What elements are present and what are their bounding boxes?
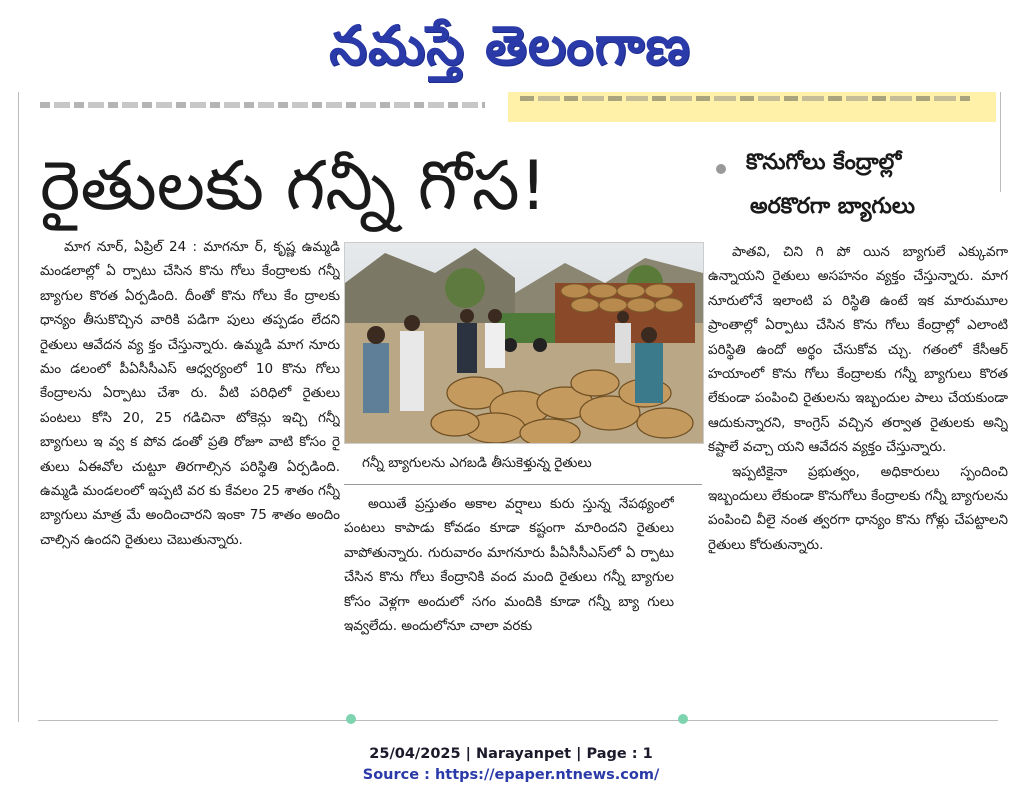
article-photo [344, 242, 704, 444]
column-rule [18, 92, 19, 722]
masthead [0, 0, 1022, 92]
article-column-left [40, 235, 340, 715]
subhead-line-2: అరకొరగా బ్యాగులు [750, 194, 916, 219]
newspaper-logo: నమస్తే తెలంగాణ [329, 14, 691, 77]
marker-dot-icon [346, 714, 356, 724]
farmers-gunny-bags-photo [345, 243, 703, 443]
article-subhead [716, 148, 1006, 238]
paragraph: మాగ నూర్‌, ఏప్రిల్‌ 24 : మాగనూ ర్‌, కృష్ణ ఉమ్మడి మండలాల్లో ఏ ర్పాటు చేసిన కొను గోలు కేంద్రాలకు గన్నీ బ్యాగుల కొరత ఏర్పడింది. దీంతో కొను గోలు కేం ద్రాలకు ధాన్యం తీసుకొచ్చిన వారికి పడిగా పులు తప్పడం లేదని రైతులు ఆవేదన వ్య క్తం చేస్తున్నారు. ఉమ్మడి మాగ నూరు మం డలంలో పీఏసీసీఎస్‌ ఆధ్వర్యంలో 10 కొను గోలు కేంద్రాలను ఏర్పాటు చేశా రు. వీటి పరిధిలో రైతులు పంటలు కోసి 20, 25 గడిచినా టోకెన్లు ఇచ్చి గన్నీ బ్యాగులు ఇ వ్వ క పోవ డంతో ప్రతి రోజూ వాటి కోసం రై తులు ఏఈవోల చుట్టూ తిరగాల్సిన పరిస్థితి ఏర్పడింది. ఉమ్మడి మండలంలో ఇప్పటి వర కు కేవలం 25 శాతం గన్నీ బ్యాగులు మాత్ర మే అందించారని ఇంకా 75 శాతం అందిం చాల్సిన ఉందని రైతులు చెబుతున్నారు. [40, 239, 340, 548]
page-footer [0, 744, 1022, 786]
cropped-yellow-band [508, 92, 996, 122]
article-column-middle [344, 492, 674, 717]
caption-rule [344, 484, 702, 485]
marker-dot-icon [678, 714, 688, 724]
footer-date-edition: 25/04/2025 | Narayanpet | Page : 1 [369, 746, 653, 762]
newspaper-clipping [18, 92, 1014, 728]
paragraph: పాతవి, చిని గి పో యిన బ్యాగులే ఎక్కువగా ఉన్నాయని రైతులు అసహనం వ్యక్తం చేస్తున్నారు. మాగ నూరులోనే ఇలాంటి ప రిస్థితి ఉంటే ఇక మారుమూల ప్రాంతాల్లో ఏర్పాటు చేసిన కొను గోలు కేంద్రాల్లో ఎలాంటి పరిస్థితి ఉందో అర్థం చేసుకోవ చ్చు. గతంలో కేసీఆర్‌ హయాంలో కొను గోలు కేంద్రాలకు గన్నీ బ్యాగులు కొరత లేకుండా పంపించి రైతులను ఇబ్బందుల పాలు చేయకుండా ఆదుకున్నారని, కాంగ్రెస్‌ వచ్చిన తర్వాత రైతులకు అన్ని కష్టాలే వచ్చా యని ఆవేదన వ్యక్తం చేస్తున్నారు. [708, 244, 1008, 456]
footer-source[interactable]: Source : https://epaper.ntnews.com/ [362, 767, 660, 783]
article-headline: రైతులకు గన్నీ గోస! [40, 147, 547, 226]
paragraph: అయితే ప్రస్తుతం అకాల వర్షాలు కురు స్తున్న నేపథ్యంలో పంటలు కాపాడు కోవడం కూడా కష్టంగా మారిందని రైతులు వాపోతున్నారు. గురువారం మాగనూరు పీఏసీసీఎస్‌లో ఏ ర్పాటు చేసిన కొను గోలు కేంద్రానికి వంద మంది రైతులు గన్నీ బ్యాగుల కోసం వెళ్లగా అందులో సగం మందికి కూడా గన్నీ బ్యా గులు ఇవ్వలేదు. అందులోనూ చాలా వరకు [344, 496, 674, 635]
cropped-text-strip [40, 100, 485, 110]
photo-caption: గన్నీ బ్యాగులను ఎగబడి తీసుకెళ్తున్న రైతులు [362, 455, 592, 471]
article-column-right [708, 240, 1008, 715]
bullet-icon [716, 164, 726, 174]
paragraph: ఇప్పటికైనా ప్రభుత్వం, అధికారులు స్పందించి ఇబ్బందులు లేకుండా కొనుగోలు కేంద్రాలకు గన్నీ బ్యాగులను పంపించి వీలై నంత త్వరగా ధాన్యం కొను గోళ్లు చేపట్టాలని రైతులు కోరుతున్నారు. [708, 463, 1008, 553]
bottom-rule [38, 720, 998, 721]
subhead-line-1: కొనుగోలు కేంద్రాల్లో [746, 150, 902, 175]
